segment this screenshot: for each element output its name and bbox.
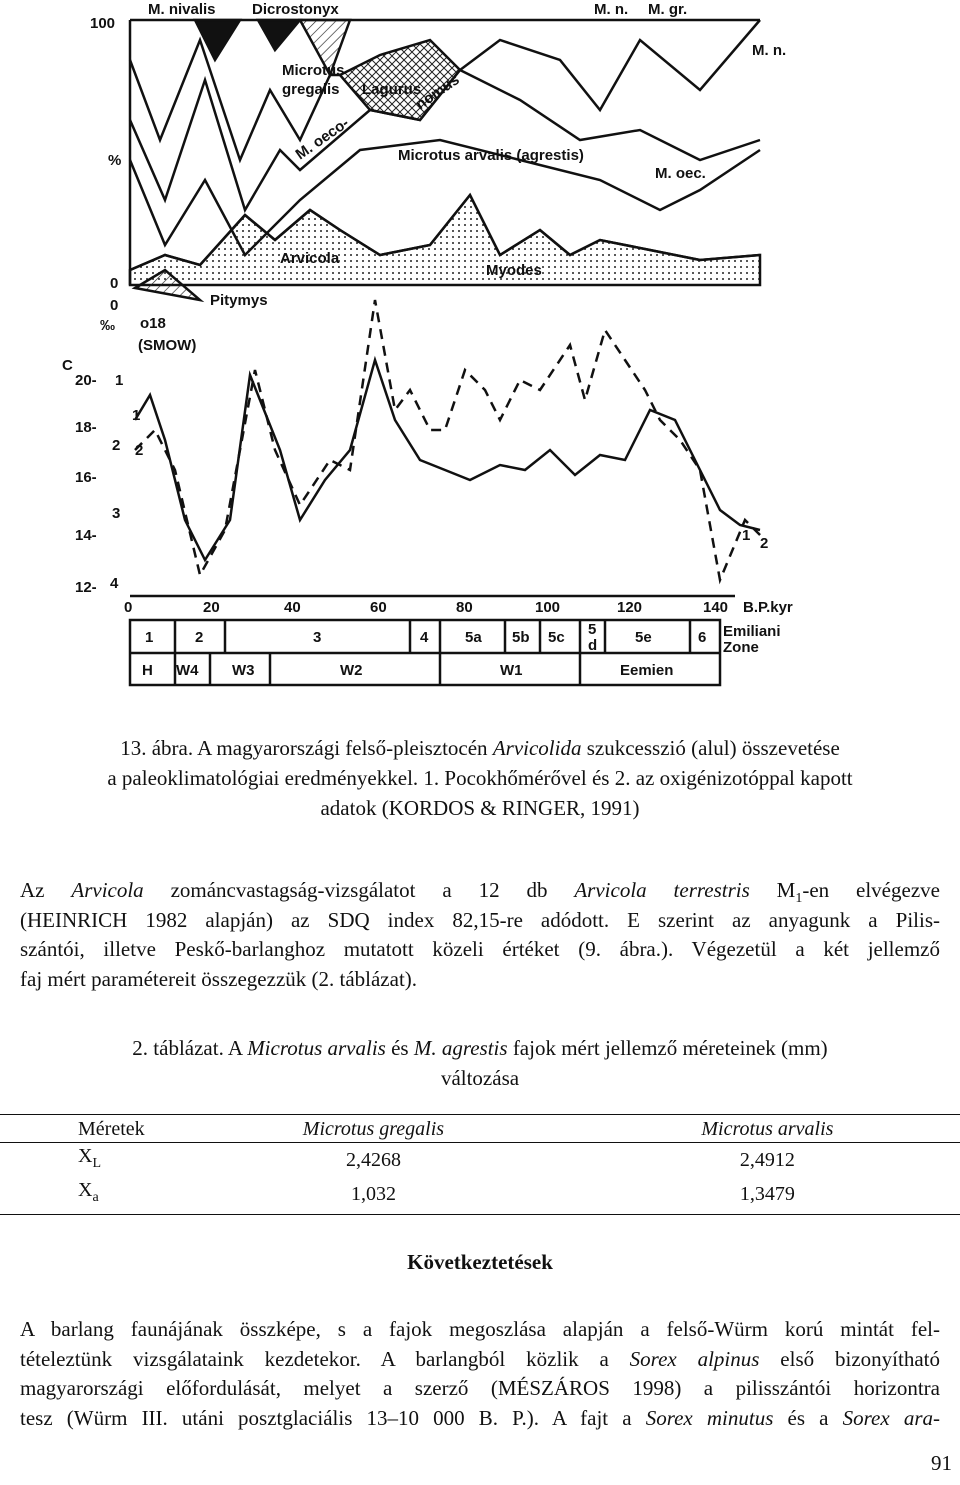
svg-text:100: 100 (90, 15, 116, 32)
cell-gregalis: 2,4268 (345, 1149, 401, 1171)
svg-text:5b: 5b (512, 629, 530, 646)
svg-text:B.P.kyr: B.P.kyr (743, 599, 793, 616)
svg-text:1: 1 (132, 407, 141, 424)
svg-text:W4: W4 (176, 662, 199, 679)
svg-text:Lagurus: Lagurus (362, 81, 422, 98)
cell-arvalis: 1,3479 (465, 1177, 960, 1215)
svg-text:M. oec.: M. oec. (655, 165, 706, 182)
table-row (0, 1143, 960, 1178)
svg-text:2: 2 (135, 442, 144, 459)
svg-text:gregalis: gregalis (282, 81, 340, 98)
paragraph-conclusions: A barlang faunájának összképe, s a fajok megoszlása alapján a felső-Würm korú mintát fel- tételeztünk vizsgálataink kezdetekor. A barlangból közlik a Sorex alpinus első bizonyítható magyarországi előfordulását, melyet a szerző (MÉSZÁROS 1998) a pilisszántói horizontra tesz (Würm III. utáni posztglaciális 13–10 000 B. P.). A fajt a Sorex minutus és a Sorex ara- (20, 1317, 940, 1430)
figure-caption: 13. ábra. A magyarországi felső-pleisztocén Arvicolida szukcesszió (alul) összevetése a paleoklimatológiai eredményekkel. 1. Pocokhőmérővel és 2. az oxigénizotóppal kapott adatok (KORDOS & RINGER, 1991) (107, 736, 853, 820)
table-header: Méretek (0, 1115, 282, 1143)
cell-arvalis: 2,4912 (739, 1149, 795, 1171)
svg-text:2: 2 (760, 535, 769, 552)
row-label: $X_L$ (78, 1145, 102, 1171)
svg-text:140: 140 (703, 599, 729, 616)
svg-text:3: 3 (313, 629, 322, 646)
svg-text:W1: W1 (500, 662, 523, 679)
svg-text:1: 1 (145, 629, 154, 646)
svg-text:%: % (108, 152, 122, 169)
svg-text:2: 2 (195, 629, 204, 646)
svg-text:5e: 5e (635, 629, 652, 646)
svg-text:20-: 20- (75, 372, 97, 389)
paleoclimate-curves (135, 300, 765, 580)
table-header-row (0, 1115, 960, 1143)
svg-text:80: 80 (456, 599, 473, 616)
svg-text:40: 40 (284, 599, 301, 616)
svg-text:2: 2 (112, 437, 121, 454)
svg-text:Dicrostonyx: Dicrostonyx (252, 1, 339, 18)
cell-gregalis: 1,032 (282, 1177, 465, 1215)
svg-text:H: H (142, 662, 153, 679)
svg-text:(SMOW): (SMOW) (138, 337, 197, 354)
table-header: Microtus gregalis (282, 1115, 465, 1143)
curve-2-dashed (135, 300, 765, 580)
table-header: Microtus arvalis (465, 1115, 960, 1143)
svg-text:16-: 16- (75, 469, 97, 486)
svg-text:Eemien: Eemien (620, 662, 674, 679)
svg-text:M. nivalis: M. nivalis (148, 1, 216, 18)
svg-text:‰: ‰ (100, 317, 115, 334)
svg-text:1: 1 (742, 527, 751, 544)
svg-text:18-: 18- (75, 419, 97, 436)
svg-text:3: 3 (112, 505, 121, 522)
page-number: 91 (931, 1451, 952, 1475)
svg-text:4: 4 (420, 629, 429, 646)
svg-text:0: 0 (110, 297, 119, 314)
svg-text:6: 6 (698, 629, 707, 646)
svg-text:Myodes: Myodes (486, 262, 542, 279)
svg-text:Microtus arvalis (agrestis): Microtus arvalis (agrestis) (398, 147, 584, 164)
svg-text:0: 0 (124, 599, 133, 616)
svg-text:d: d (588, 637, 598, 654)
svg-text:o18: o18 (140, 315, 166, 332)
svg-text:C: C (62, 357, 73, 374)
svg-text:14-: 14- (75, 527, 97, 544)
svg-text:M. n.: M. n. (594, 1, 629, 18)
svg-text:Arvicola: Arvicola (280, 250, 340, 267)
svg-text:12-: 12- (75, 579, 97, 596)
svg-text:4: 4 (110, 575, 119, 592)
svg-text:0: 0 (110, 275, 119, 292)
svg-text:Microtus: Microtus (282, 62, 345, 79)
svg-text:100: 100 (535, 599, 561, 616)
svg-text:M. n.: M. n. (752, 42, 787, 59)
section-heading: Következtetések (407, 1250, 553, 1274)
svg-text:Emiliani: Emiliani (723, 623, 781, 640)
svg-text:5: 5 (588, 621, 597, 638)
svg-text:20: 20 (203, 599, 220, 616)
svg-text:W2: W2 (340, 662, 363, 679)
row-label: $X_a$ (0, 1177, 282, 1215)
svg-text:1: 1 (115, 372, 124, 389)
svg-text:Zone: Zone (723, 639, 759, 656)
table-row (0, 1177, 960, 1215)
paragraph-sdq-index: Az Arvicola zománcvastagság-vizsgálatot a 12 db Arvicola terrestris $M_1-en$ elvégezve (HEINRICH 1982 alapján) az SDQ index 82,15-re adódott. E szerint az anyagunk a Pilis- szántói, illetve Peskő-barlanghoz mutatott közeli értéket (9. ábra.). Végezetül a két jellemző faj mért paramétereit összegezzük (2. táblázat). (20, 878, 940, 991)
measurements-table (0, 1114, 960, 1215)
svg-text:M. gr.: M. gr. (648, 1, 688, 18)
table-caption: 2. táblázat. A Microtus arvalis és M. agrestis fajok mért jellemző méreteinek (mm) változása (132, 1036, 828, 1090)
svg-text:120: 120 (617, 599, 643, 616)
figure-13 (0, 0, 960, 700)
svg-text:5c: 5c (548, 629, 565, 646)
svg-text:W3: W3 (232, 662, 255, 679)
svg-text:nomus: nomus (412, 71, 463, 114)
svg-text:5a: 5a (465, 629, 482, 646)
curve-1-solid (135, 360, 760, 560)
figure-labels (62, 1, 793, 679)
svg-text:M. oeco-: M. oeco- (292, 114, 353, 164)
svg-text:Pitymys: Pitymys (210, 292, 268, 309)
svg-text:60: 60 (370, 599, 387, 616)
